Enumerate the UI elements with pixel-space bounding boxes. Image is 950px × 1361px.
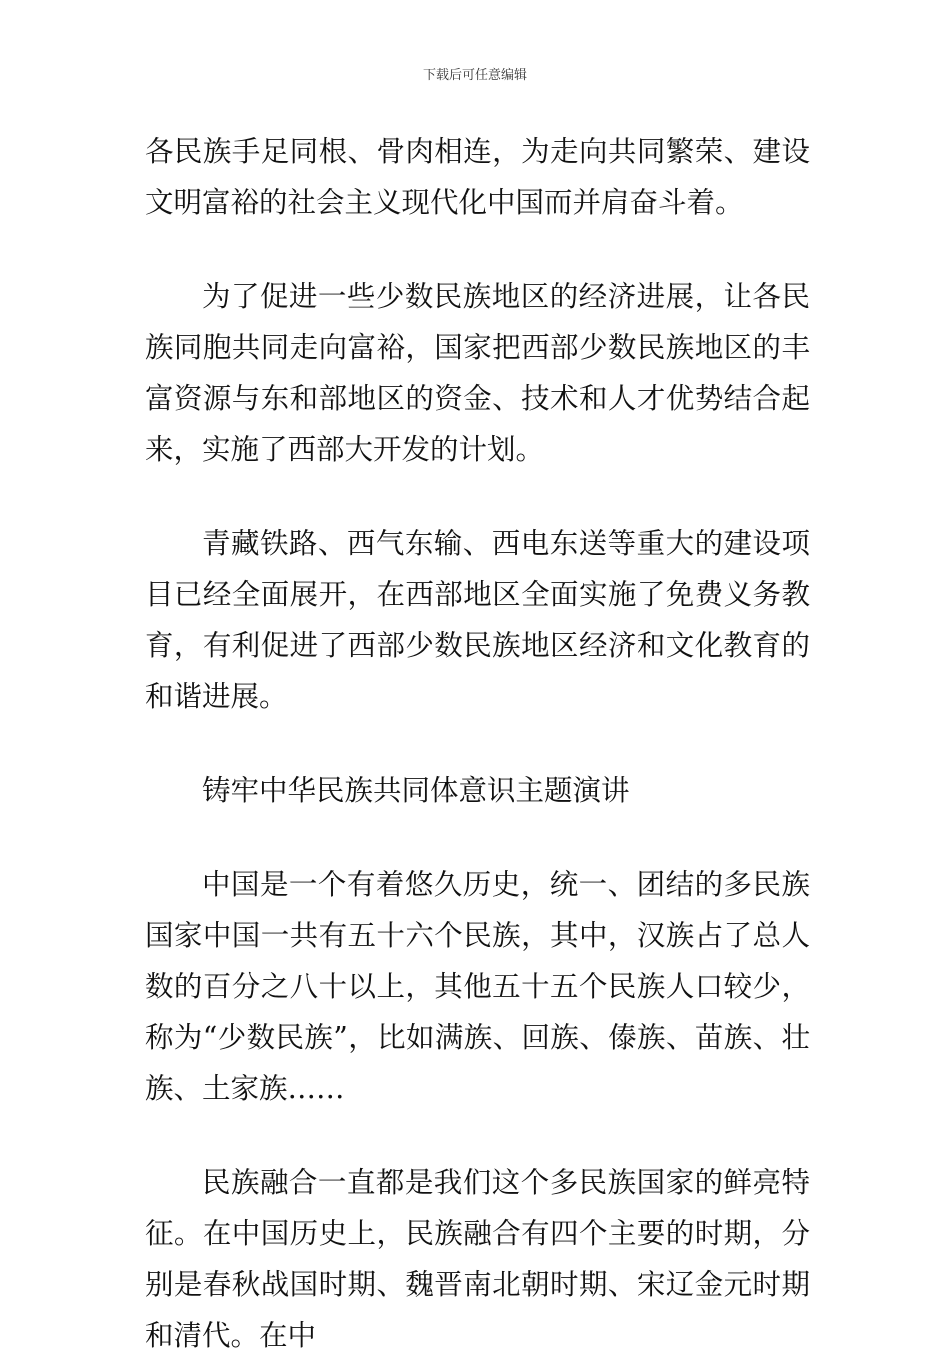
paragraph-multi-ethnic-nation: 中国是一个有着悠久历史，统一、团结的多民族国家中国一共有五十六个民族，其中，汉族占了总人数的百分之八十以上，其他五十五个民族人口较少，称为“少数民族”，比如满族、回族、傣族、苗族、壮族、土家族…… — [145, 868, 810, 1105]
paragraph-ethnic-integration: 民族融合一直都是我们这个多民族国家的鲜亮特征。在中国历史上，民族融合有四个主要的时期，分别是春秋战国时期、魏晋南北朝时期、宋辽金元时期和清代。在中 — [145, 1166, 810, 1352]
paragraph-continuation: 各民族手足同根、骨肉相连，为走向共同繁荣、建设文明富裕的社会主义现代化中国而并肩奋斗着。 — [145, 135, 810, 219]
header-note: 下载后可任意编辑 — [422, 68, 527, 83]
paragraph-western-development: 为了促进一些少数民族地区的经济进展，让各民族同胞共同走向富裕，国家把西部少数民族地区的丰富资源与东和部地区的资金、技术和人才优势结合起来，实施了西部大开发的计划。 — [145, 280, 810, 466]
document-body — [145, 126, 810, 1361]
speech-title: 铸牢中华民族共同体意识主题演讲 — [202, 774, 630, 807]
paragraph-construction-projects: 青藏铁路、西气东输、西电东送等重大的建设项目已经全面展开，在西部地区全面实施了免费义务教育，有利促进了西部少数民族地区经济和文化教育的和谐进展。 — [145, 527, 810, 713]
